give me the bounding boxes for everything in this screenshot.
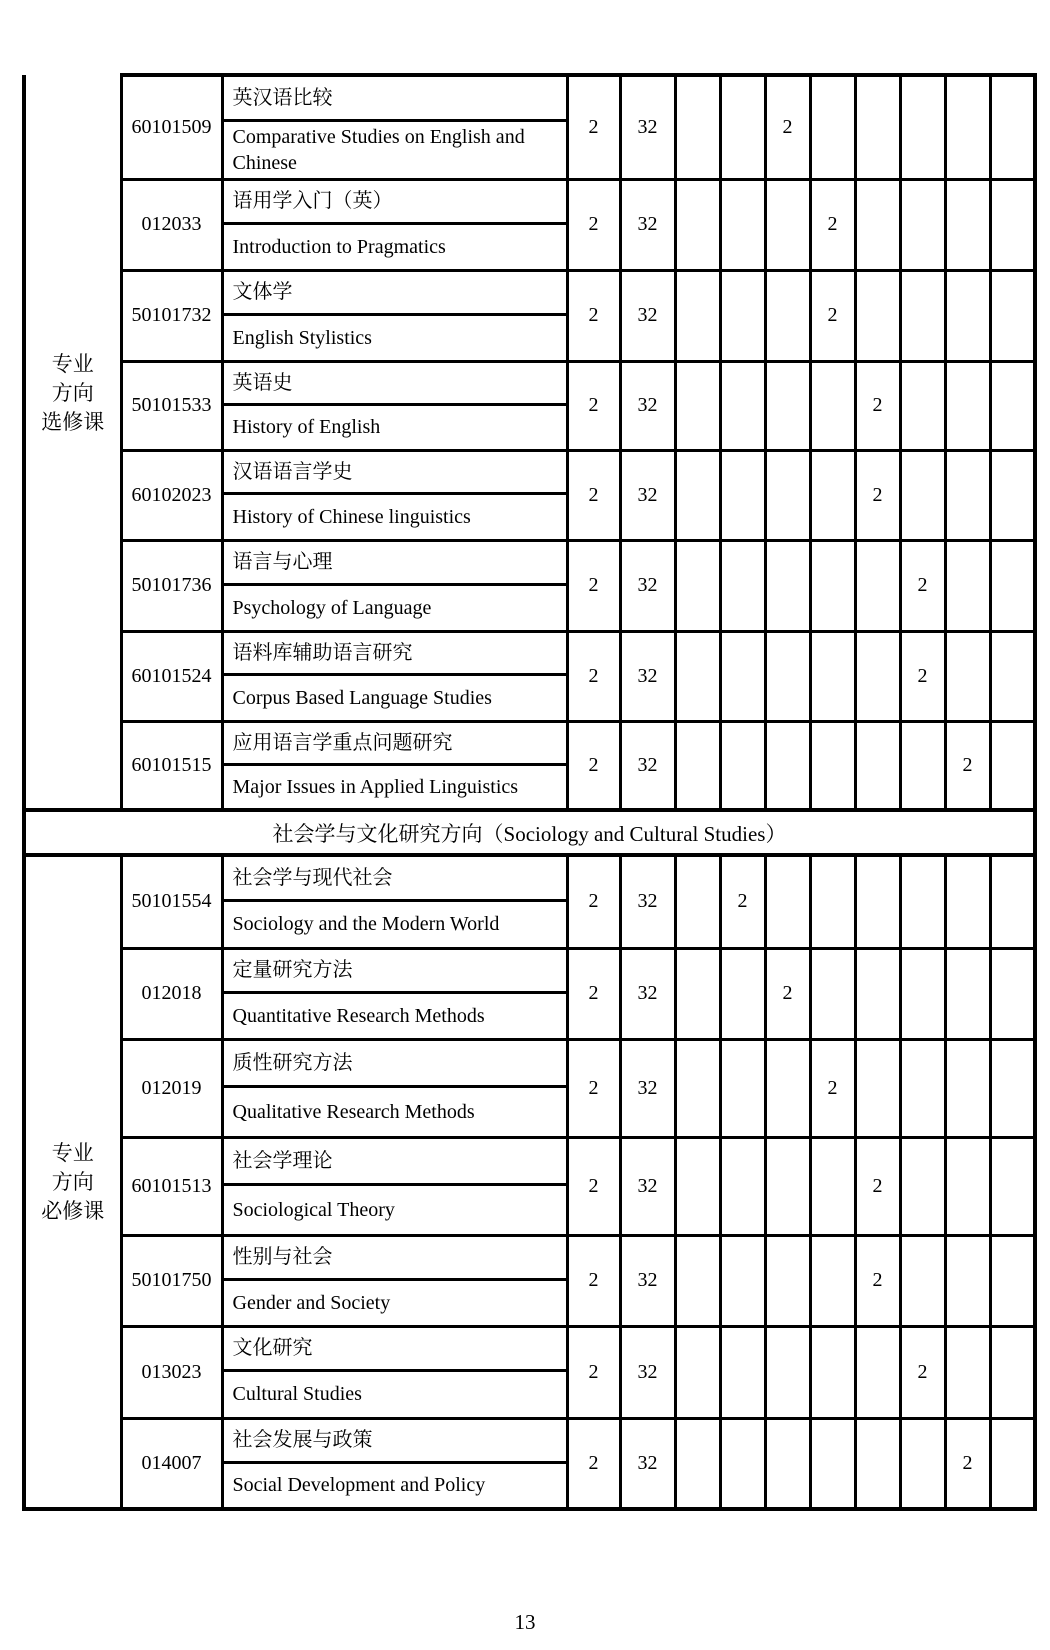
hours-cell: 32: [620, 1326, 675, 1418]
hours-cell: 32: [620, 631, 675, 721]
course-code: 50101732: [121, 270, 222, 361]
semester-cell: [945, 1137, 990, 1235]
semester-cell: 2: [945, 721, 990, 810]
credits-cell: 2: [567, 855, 620, 948]
course-name-en: Cultural Studies: [222, 1370, 567, 1418]
semester-cell: [810, 540, 855, 631]
semester-cell: [675, 361, 720, 450]
course-name-en: Comparative Studies on English and Chinese: [222, 120, 567, 179]
semester-cell: [720, 540, 765, 631]
semester-cell: [990, 1137, 1035, 1235]
semester-cell: [900, 270, 945, 361]
hours-cell: 32: [620, 1235, 675, 1326]
semester-cell: [900, 1418, 945, 1509]
semester-cell: [810, 948, 855, 1039]
credits-cell: 2: [567, 948, 620, 1039]
semester-cell: [855, 948, 900, 1039]
semester-cell: [855, 75, 900, 179]
semester-cell: [720, 631, 765, 721]
semester-cell: [900, 855, 945, 948]
course-name-zh: 英汉语比较: [222, 75, 567, 120]
course-name-zh: 社会学理论: [222, 1137, 567, 1184]
semester-cell: [990, 1326, 1035, 1418]
semester-cell: [675, 721, 720, 810]
credits-cell: 2: [567, 1039, 620, 1137]
course-name-zh: 英语史: [222, 361, 567, 404]
semester-cell: [675, 1235, 720, 1326]
semester-cell: [945, 631, 990, 721]
semester-cell: [720, 179, 765, 270]
course-name-en: Sociology and the Modern World: [222, 900, 567, 948]
page-number: 13: [514, 1610, 536, 1634]
hours-cell: 32: [620, 75, 675, 179]
course-name-en: History of English: [222, 404, 567, 450]
semester-cell: [900, 1137, 945, 1235]
category-line: 专业: [51, 1141, 94, 1165]
semester-cell: [945, 270, 990, 361]
category-label-electives: [26, 350, 120, 437]
semester-cell: [675, 855, 720, 948]
course-name-en: Social Development and Policy: [222, 1462, 567, 1509]
semester-cell: [855, 270, 900, 361]
semester-cell: [945, 855, 990, 948]
course-name-en: Corpus Based Language Studies: [222, 674, 567, 721]
semester-cell: [720, 1326, 765, 1418]
course-code: 60102023: [121, 450, 222, 540]
semester-cell: [765, 1418, 810, 1509]
semester-cell: [675, 179, 720, 270]
semester-cell: [855, 631, 900, 721]
semester-cell: [675, 75, 720, 179]
semester-cell: [720, 1039, 765, 1137]
semester-cell: 2: [810, 270, 855, 361]
semester-cell: [810, 721, 855, 810]
semester-cell: [990, 450, 1035, 540]
semester-cell: [720, 721, 765, 810]
course-name-en: Introduction to Pragmatics: [222, 223, 567, 270]
course-name-zh: 性别与社会: [222, 1235, 567, 1279]
band-title-zh: 社会学与文化研究方向: [272, 822, 483, 846]
course-code: 014007: [121, 1418, 222, 1509]
semester-cell: [945, 450, 990, 540]
semester-cell: [675, 1039, 720, 1137]
credits-cell: 2: [567, 75, 620, 179]
credits-cell: 2: [567, 1326, 620, 1418]
course-name-en: Quantitative Research Methods: [222, 992, 567, 1039]
semester-cell: 2: [855, 361, 900, 450]
semester-cell: 2: [810, 1039, 855, 1137]
semester-cell: [810, 450, 855, 540]
semester-cell: [945, 948, 990, 1039]
course-name-zh: 应用语言学重点问题研究: [222, 721, 567, 764]
hours-cell: 32: [620, 1418, 675, 1509]
course-name-zh: 汉语语言学史: [222, 450, 567, 493]
band-title-en: （Sociology and Cultural Studies）: [482, 821, 787, 846]
credits-cell: 2: [567, 450, 620, 540]
semester-cell: [945, 75, 990, 179]
semester-cell: [720, 75, 765, 179]
course-name-en: Gender and Society: [222, 1279, 567, 1326]
semester-cell: [990, 948, 1035, 1039]
semester-cell: [900, 361, 945, 450]
semester-cell: 2: [900, 1326, 945, 1418]
semester-cell: [765, 1326, 810, 1418]
semester-cell: [990, 179, 1035, 270]
course-code: 60101515: [121, 721, 222, 810]
semester-cell: [765, 631, 810, 721]
semester-cell: [720, 270, 765, 361]
hours-cell: 32: [620, 361, 675, 450]
credits-cell: 2: [567, 1137, 620, 1235]
category-line: 专业: [51, 353, 94, 376]
semester-cell: [855, 1326, 900, 1418]
semester-cell: [900, 75, 945, 179]
semester-cell: [945, 179, 990, 270]
credits-cell: 2: [567, 361, 620, 450]
hours-cell: 32: [620, 1039, 675, 1137]
semester-cell: [990, 631, 1035, 721]
hours-cell: 32: [620, 270, 675, 361]
semester-cell: [810, 1137, 855, 1235]
credits-cell: 2: [567, 1418, 620, 1509]
hours-cell: 32: [620, 179, 675, 270]
semester-cell: [765, 1235, 810, 1326]
semester-cell: [810, 361, 855, 450]
semester-cell: [990, 270, 1035, 361]
semester-cell: [855, 721, 900, 810]
semester-cell: [900, 450, 945, 540]
semester-cell: [765, 179, 810, 270]
credits-cell: 2: [567, 179, 620, 270]
course-code: 50101533: [121, 361, 222, 450]
semester-cell: [675, 1137, 720, 1235]
course-code: 012018: [121, 948, 222, 1039]
semester-cell: [945, 1235, 990, 1326]
course-name-zh: 语言与心理: [222, 540, 567, 584]
credits-cell: 2: [567, 721, 620, 810]
category-line: 方向: [51, 1170, 94, 1194]
hours-cell: 32: [620, 721, 675, 810]
semester-cell: [675, 1418, 720, 1509]
semester-cell: [675, 948, 720, 1039]
semester-cell: [945, 1326, 990, 1418]
semester-cell: [675, 631, 720, 721]
course-code: 50101554: [121, 855, 222, 948]
semester-cell: 2: [810, 179, 855, 270]
semester-cell: [945, 361, 990, 450]
category-line: 必修课: [41, 1199, 105, 1223]
semester-cell: [765, 270, 810, 361]
semester-cell: [810, 1235, 855, 1326]
semester-cell: [720, 1235, 765, 1326]
semester-cell: 2: [765, 948, 810, 1039]
semester-cell: 2: [945, 1418, 990, 1509]
course-code: 012033: [121, 179, 222, 270]
hours-cell: 32: [620, 948, 675, 1039]
semester-cell: [810, 631, 855, 721]
semester-cell: [990, 1418, 1035, 1509]
semester-cell: [720, 361, 765, 450]
semester-cell: [900, 948, 945, 1039]
semester-cell: [720, 450, 765, 540]
semester-cell: [900, 1039, 945, 1137]
course-name-en: Psychology of Language: [222, 584, 567, 631]
course-code: 60101524: [121, 631, 222, 721]
semester-cell: [990, 1235, 1035, 1326]
semester-cell: [765, 540, 810, 631]
course-name-zh: 社会学与现代社会: [222, 855, 567, 900]
credits-cell: 2: [567, 270, 620, 361]
course-name-zh: 文化研究: [222, 1326, 567, 1370]
semester-cell: [765, 450, 810, 540]
semester-cell: [720, 948, 765, 1039]
course-name-zh: 社会发展与政策: [222, 1418, 567, 1462]
course-name-en: Qualitative Research Methods: [222, 1086, 567, 1137]
semester-cell: [855, 540, 900, 631]
course-code: 013023: [121, 1326, 222, 1418]
semester-cell: [900, 721, 945, 810]
course-name-zh: 质性研究方法: [222, 1039, 567, 1086]
semester-cell: [945, 540, 990, 631]
semester-cell: [855, 179, 900, 270]
semester-cell: 2: [855, 1235, 900, 1326]
semester-cell: [855, 1418, 900, 1509]
semester-cell: [675, 270, 720, 361]
course-code: 50101736: [121, 540, 222, 631]
course-name-en: English Stylistics: [222, 314, 567, 361]
semester-cell: [765, 1039, 810, 1137]
semester-cell: [990, 361, 1035, 450]
semester-cell: [855, 855, 900, 948]
semester-cell: [990, 540, 1035, 631]
course-name-zh: 定量研究方法: [222, 948, 567, 992]
semester-cell: [765, 855, 810, 948]
credits-cell: 2: [567, 631, 620, 721]
semester-cell: [810, 1326, 855, 1418]
semester-cell: [810, 75, 855, 179]
category-label-required: [26, 1139, 120, 1226]
hours-cell: 32: [620, 855, 675, 948]
category-cell-required: [24, 855, 121, 1509]
category-line: 方向: [51, 382, 94, 405]
semester-cell: [765, 721, 810, 810]
semester-cell: [810, 1418, 855, 1509]
semester-cell: 2: [855, 1137, 900, 1235]
semester-cell: 2: [765, 75, 810, 179]
course-code: 60101509: [121, 75, 222, 179]
course-name-zh: 文体学: [222, 270, 567, 314]
semester-cell: [990, 721, 1035, 810]
course-name-zh: 语料库辅助语言研究: [222, 631, 567, 674]
hours-cell: 32: [620, 450, 675, 540]
semester-cell: [675, 1326, 720, 1418]
hours-cell: 32: [620, 540, 675, 631]
credits-cell: 2: [567, 540, 620, 631]
course-name-zh: 语用学入门（英）: [222, 179, 567, 223]
semester-cell: 2: [900, 631, 945, 721]
semester-cell: [720, 1418, 765, 1509]
semester-cell: 2: [855, 450, 900, 540]
semester-cell: 2: [900, 540, 945, 631]
credits-cell: 2: [567, 1235, 620, 1326]
semester-cell: 2: [720, 855, 765, 948]
semester-cell: [720, 1137, 765, 1235]
semester-cell: [810, 855, 855, 948]
semester-cell: [675, 450, 720, 540]
semester-cell: [900, 1235, 945, 1326]
semester-cell: [900, 179, 945, 270]
semester-cell: [675, 540, 720, 631]
hours-cell: 32: [620, 1137, 675, 1235]
semester-cell: [990, 855, 1035, 948]
course-name-en: Sociological Theory: [222, 1184, 567, 1235]
semester-cell: [990, 75, 1035, 179]
course-code: 60101513: [121, 1137, 222, 1235]
course-name-en: History of Chinese linguistics: [222, 493, 567, 540]
course-code: 50101750: [121, 1235, 222, 1326]
course-name-en: Major Issues in Applied Linguistics: [222, 764, 567, 810]
semester-cell: [765, 361, 810, 450]
semester-cell: [855, 1039, 900, 1137]
category-cell-electives: [24, 75, 121, 810]
semester-cell: [990, 1039, 1035, 1137]
semester-cell: [945, 1039, 990, 1137]
course-code: 012019: [121, 1039, 222, 1137]
section-band: [24, 810, 1035, 855]
semester-cell: [765, 1137, 810, 1235]
curriculum-table: [22, 73, 1037, 1511]
category-line: 选修课: [41, 411, 105, 434]
